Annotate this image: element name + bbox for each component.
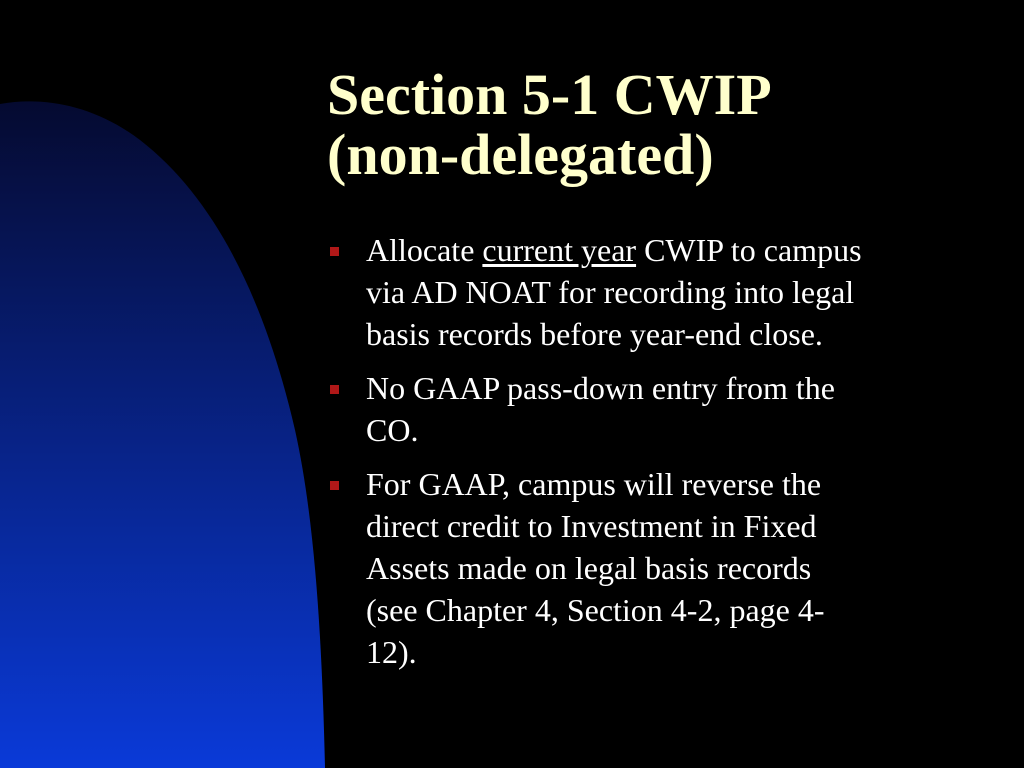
bullet-item-1	[327, 229, 997, 355]
bullet-1-line-3: basis records before year-end close.	[366, 316, 823, 352]
square-bullet-icon	[330, 481, 339, 490]
current-year-underlined: current year	[482, 232, 637, 268]
bullet-3-line-3: Assets made on legal basis records	[366, 550, 812, 586]
bullet-2-line-2: CO.	[366, 412, 419, 448]
bullet-3-line-5: 12).	[366, 634, 417, 670]
slide-title-line-1: Section 5-1 CWIP	[327, 62, 772, 127]
bullet-3-line-1: For GAAP, campus will reverse the	[366, 466, 822, 502]
bullet-3-line-2: direct credit to Investment in Fixed	[366, 508, 817, 544]
slide-title-line-2: (non-delegated)	[327, 122, 714, 187]
bullet-item-3	[327, 463, 997, 673]
bullet-2-line-1: No GAAP pass-down entry from the	[366, 370, 835, 406]
bullet-item-2	[327, 367, 997, 451]
bullet-list	[327, 229, 997, 685]
bullet-3-line-4: (see Chapter 4, Section 4-2, page 4-	[366, 592, 825, 628]
bullet-1-line-2: via AD NOAT for recording into legal	[366, 274, 855, 310]
square-bullet-icon	[330, 247, 339, 256]
bullet-1-text-after: CWIP to campus	[636, 232, 862, 268]
square-bullet-icon	[330, 385, 339, 394]
bullet-1-text-before: Allocate	[366, 232, 483, 268]
bullet-1-line-1	[366, 229, 997, 271]
